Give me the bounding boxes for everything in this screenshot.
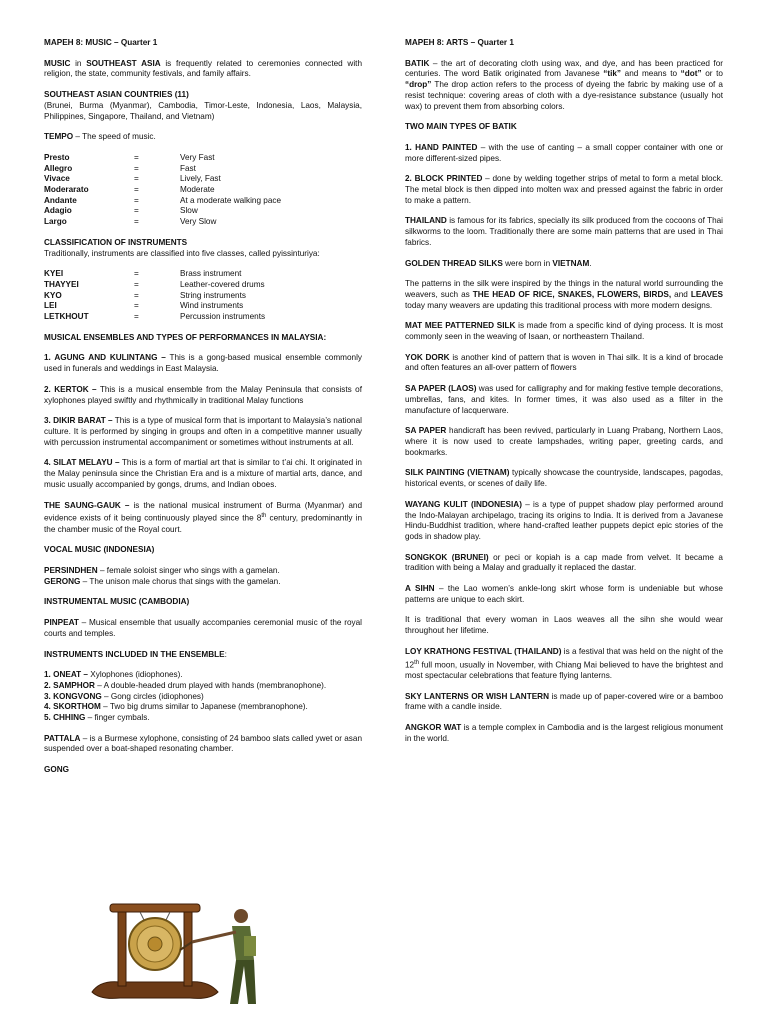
tempo-def: Moderate — [180, 185, 215, 195]
yok-dork: YOK DORK is another kind of pattern that is woven in Thai silk. It is a kind of brocade and often features an all-over pattern of flowers — [405, 352, 724, 373]
arts-title: MAPEH 8: ARTS – Quarter 1 — [405, 38, 514, 47]
wayang-kulit: WAYANG KULIT (INDONESIA) – is a type of puppet shadow play performed around the Indo-Malayan archipelago, tracing its origins to India. It is derived from a Javanese Hindu-Buddhist tradition, where hand-crafted leather puppets depict epic stories of the gods in shadow play. — [405, 499, 723, 541]
instrumental-header: INSTRUMENTAL MUSIC (CAMBODIA) — [44, 597, 190, 607]
sky-lanterns: SKY LANTERNS OR WISH LANTERN is made up of paper-covered wire or a bamboo frame with a candle inside. — [405, 691, 724, 712]
tempo-def: At a moderate walking pace — [180, 195, 282, 205]
tempo-term: Presto — [44, 152, 70, 162]
class-def: Brass instrument — [180, 269, 242, 279]
tempo-def: Very Slow — [180, 217, 217, 227]
tempo-def: Lively, Fast — [180, 174, 221, 184]
list-item: 1. ONEAT – Xylophones (idiophones). — [44, 670, 183, 680]
silk-patterns: The patterns in the silk were inspired by the things in the natural world surrounding the weavers, such as THE HEAD OF RICE, SNAKES, FLOWERS, BIRDS, and LEAVES today many weavers are updating this traditional process with more modern designs. — [405, 279, 723, 310]
countries-text: (Brunei, Burma (Myanmar), Cambodia, Timor-Leste, Indonesia, Laos, Malaysia, Philippines, Singapore, Thailand, and Vietnam) — [44, 100, 362, 121]
tempo-term: Vivace — [44, 174, 70, 184]
list-item: 4. SKORTHOM – Two big drums similar to Japanese (membranophone). — [44, 702, 308, 712]
gong-label: GONG — [44, 765, 70, 775]
tempo-term: Largo — [44, 217, 67, 227]
countries-header: SOUTHEAST ASIAN COUNTRIES (11) — [44, 90, 189, 100]
list-item: 2. SAMPHOR – A double-headed drum played with hands (membranophone). — [44, 680, 327, 690]
arts-column — [405, 38, 723, 754]
batik-types-header: TWO MAIN TYPES OF BATIK — [405, 122, 517, 132]
classification-header: CLASSIFICATION OF INSTRUMENTS — [44, 237, 188, 247]
tempo-def: Slow — [180, 206, 198, 216]
mat-mee: MAT MEE PATTERNED SILK is made from a specific kind of dying process. It is most commonly seen in the weaving of Isaan, or northeastern Thailand. — [405, 321, 723, 342]
ensemble-kertok: 2. KERTOK – This is a musical ensemble from the Malay Peninsula that consists of xylophones played swiftly and rhythmically in traditional Malay functions — [44, 384, 362, 405]
sa-paper-laos: SA PAPER (LAOS) was used for calligraphy and for making festive temple decorations, umbrellas, fans, and kites. In former times, it was also used as a filter in the manufacture of lacquerware. — [405, 384, 723, 415]
golden-thread: GOLDEN THREAD SILKS were born in VIETNAM. — [405, 258, 592, 268]
sa-paper-handicraft: SA PAPER handicraft has been revived, particularly in Luang Prabang, Northern Laos, where it is now used to create lampshades, writing paper, greeting cards, and bookmarks. — [405, 426, 723, 457]
hand-painted: 1. HAND PAINTED – with the use of canting – a small copper container with one or more different-sized pipes. — [405, 142, 724, 163]
tempo-def: Very Fast — [180, 152, 215, 162]
persindhen: PERSINDHEN – female soloist singer who sings with a gamelan. — [44, 566, 280, 576]
classification-text: Traditionally, instruments are classified into five classes, called pyissinturiya: — [44, 248, 320, 258]
ensemble-silat-melayu: 4. SILAT MELAYU – This is a form of martial art that is similar to t’ai chi. It originated in the Malay peninsula since the Christian Era and is a mixture of martial arts, dance, and music usually accompanied by gongs, drums, and Indian oboes. — [44, 458, 362, 489]
ensemble-dikir-barat: 3. DIKIR BARAT – This is a type of musical form that is important to Malaysia’s national culture. It is performed by singing in groups and often in a competitive manner usually with percussion instrumental accompaniment or sometimes without instruments at all. — [44, 416, 362, 447]
block-printed: 2. BLOCK PRINTED – done by welding together strips of metal to form a metal block. The metal block is then dipped into molten wax and pressed against the fabric in order to make a pattern. — [405, 174, 723, 205]
instrument-list — [44, 670, 362, 724]
tempo-definition: TEMPO – The speed of music. — [44, 132, 156, 142]
batik-definition: BATIK – the art of decorating cloth using wax, and dye, and has been practiced for centuries. The word Batik originated from Javanese “tik” and means to “dot” or to “drop” The drop action refers to the process of dyeing the fabric by making use of a resist technique: covering areas of cloth with a dye-resistance substance (usually hot wax) to prevent them from absorbing colors. — [405, 58, 723, 111]
ensembles-header: MUSICAL ENSEMBLES AND TYPES OF PERFORMANCES IN MALAYSIA: — [44, 332, 327, 342]
music-intro: MUSIC in SOUTHEAST ASIA is frequently related to ceremonies connected with religion, the state, community festivals, and family affairs. — [44, 58, 362, 79]
class-def: Wind instruments — [180, 301, 244, 311]
thailand-silk: THAILAND is famous for its fabrics, specially its silk produced from the cocoons of Thai silkworms to the loom. Traditionally there are some main patterns that are used in Thai fabrics. — [405, 216, 723, 247]
vocal-header: VOCAL MUSIC (INDONESIA) — [44, 545, 155, 555]
class-def: String instruments — [180, 290, 246, 300]
music-title: MAPEH 8: MUSIC – Quarter 1 — [44, 38, 158, 47]
tempo-term: Andante — [44, 195, 77, 205]
pinpeat: PINPEAT – Musical ensemble that usually accompanies ceremonial music of the royal courts and temples. — [44, 618, 362, 638]
class-term: KYEI — [44, 269, 64, 279]
class-def: Leather-covered drums — [180, 279, 265, 289]
class-term: LETKHOUT — [44, 312, 89, 322]
class-term: LEI — [44, 301, 57, 311]
saung-gauk: THE SAUNG-GAUK – is the national musical instrument of Burma (Myanmar) and evidence exists of it being continuously played since the 8th century, predominantly in the chamber music of the Royal court. — [44, 500, 363, 534]
tempo-table: Presto = Very Fast Allegro = Fast Vivace = Lively, Fast Moderarato = Moderate Andante = At a moderate walking pace Adagio = Slow Largo = Very Slow — [44, 153, 362, 228]
sihn: A SIHN – the Lao women’s ankle-long skirt whose form is undeniable but whose patterns are unique to each skirt. — [405, 584, 723, 604]
ensemble-agung: 1. AGUNG AND KULINTANG – This is a gong-based musical ensemble commonly used in funerals and weddings in East Malaysia. — [44, 353, 362, 374]
tempo-term: Allegro — [44, 163, 73, 173]
songkok: SONGKOK (BRUNEI) or peci or kopiah is a cap made from velvet. It became a tradition with being a Malay and gradually it replaced the dastar. — [405, 552, 723, 573]
tempo-def: Fast — [180, 163, 196, 173]
angkor-wat: ANGKOR WAT is a temple complex in Cambodia and is the largest religious monument in the world. — [405, 723, 723, 743]
class-term: THAYYEI — [44, 279, 79, 289]
list-item: 3. KONGVONG – Gong circles (idiophones) — [44, 691, 204, 701]
class-def: Percussion instruments — [180, 312, 266, 322]
class-term: KYO — [44, 290, 62, 300]
loy-krathong: LOY KRATHONG FESTIVAL (THAILAND) is a festival that was held on the night of the 12th full moon, usually in November, with Chiang Mai believed to have the brightest and most spectacular celebrations that feature flying lanterns. — [405, 646, 723, 680]
sihn-tradition: It is traditional that every woman in Laos weaves all the sihn she would wear throughout her lifetime. — [405, 615, 723, 636]
included-header: INSTRUMENTS INCLUDED IN THE ENSEMBLE: — [44, 649, 227, 659]
tempo-term: Moderarato — [44, 185, 89, 195]
classification-table: KYEI = Brass instrument THAYYEI = Leather-covered drums KYO = String instruments LEI = Wind instruments LETKHOUT = Percussion instruments — [44, 269, 362, 323]
pattala: PATTALA – is a Burmese xylophone, consisting of 24 bamboo slats called ywet or asan suspended over a boat-shaped resonating chamber. — [44, 733, 362, 754]
gerong: GERONG – The unison male chorus that sings with the gamelan. — [44, 576, 281, 586]
list-item: 5. CHHING – finger cymbals. — [44, 713, 150, 723]
music-column — [44, 38, 362, 776]
tempo-term: Adagio — [44, 206, 72, 216]
silk-painting: SILK PAINTING (VIETNAM) typically showcase the countryside, landscapes, pagodas, historical events, or scenes of daily life. — [405, 468, 723, 489]
gong-illustration — [40, 896, 300, 1016]
